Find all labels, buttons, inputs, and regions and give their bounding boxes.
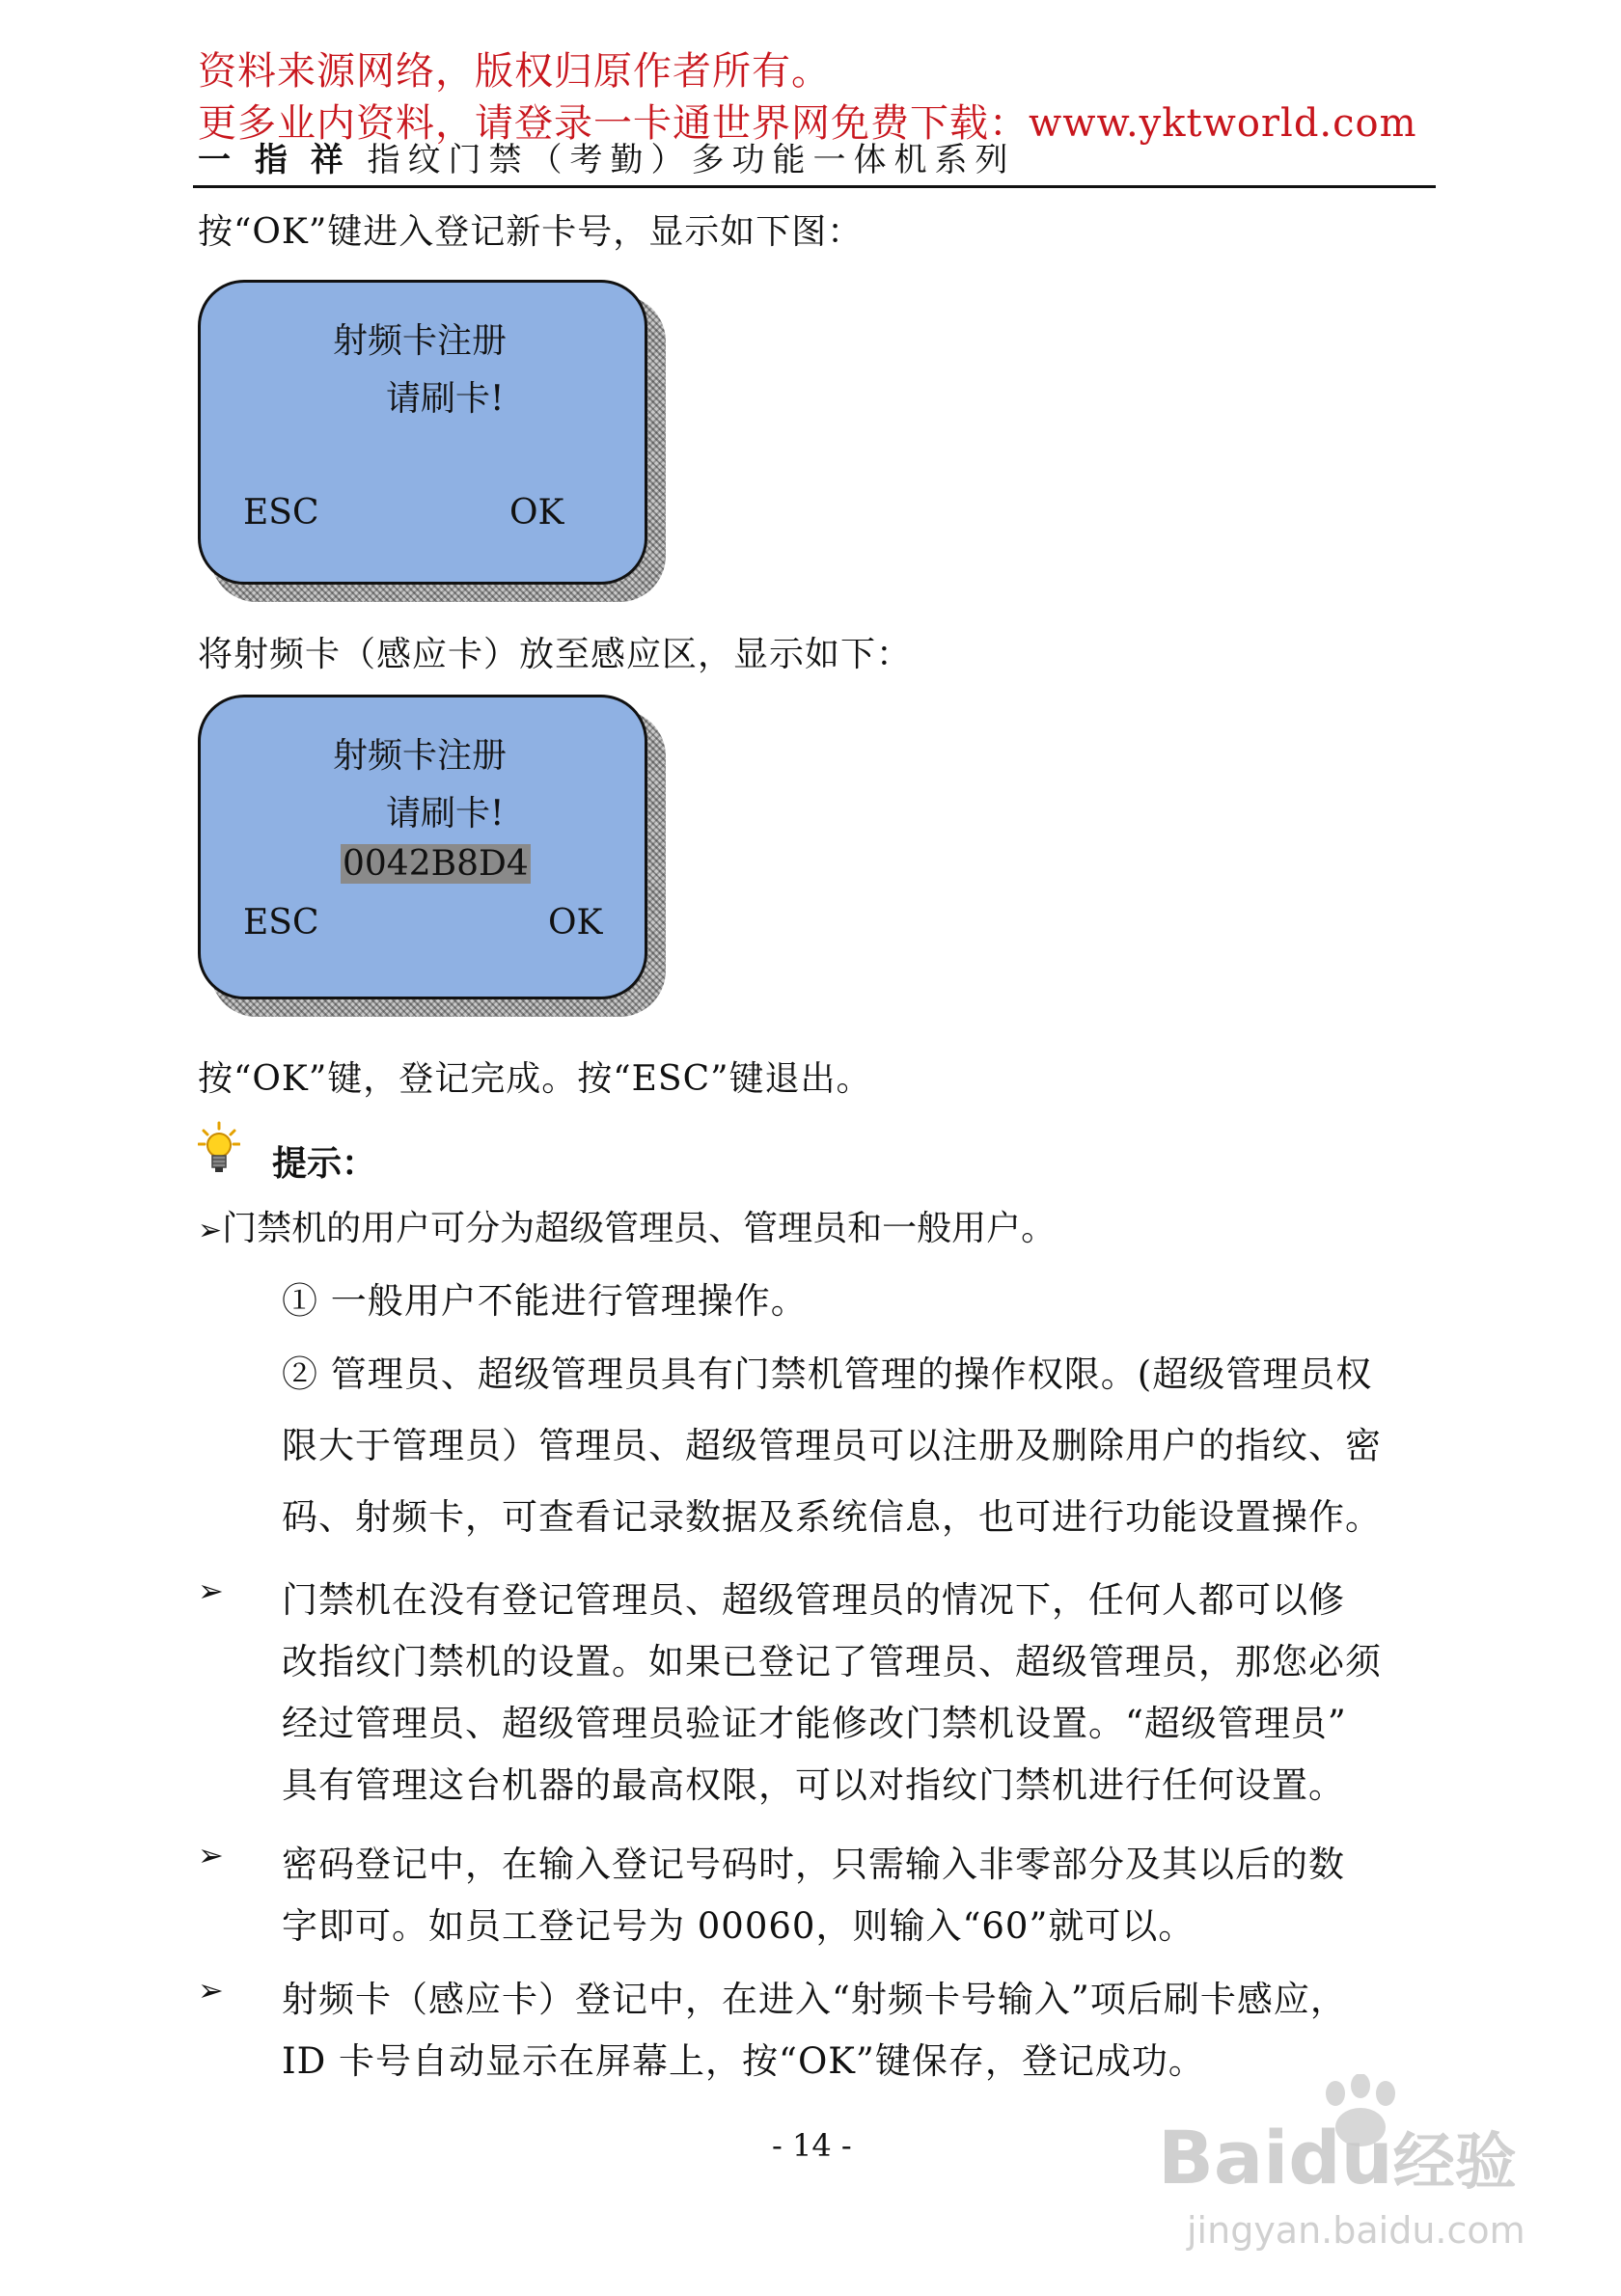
bullet-1-line-1: 门禁机在没有登记管理员、超级管理员的情况下，任何人都可以修: [282, 1579, 1345, 1621]
screen-2-prompt: 请刷卡!: [386, 794, 505, 834]
screen-2-ok: OK: [548, 903, 603, 943]
download-notice: 更多业内资料，请登录一卡通世界网免费下载：www.yktworld.com: [198, 101, 1417, 146]
page-number: - 14 -: [772, 2127, 852, 2164]
instruction-1: 按“OK”键进入登记新卡号，显示如下图：: [198, 212, 864, 252]
brand-name: 指 祥: [254, 141, 349, 179]
source-notice: 资料来源网络，版权归原作者所有。: [198, 49, 831, 94]
series-title: 指纹门禁（考勤）多功能一体机系列: [367, 141, 1016, 179]
arrow-bullet-icon: ➢: [198, 1837, 224, 1873]
instruction-3: 按“OK”键，登记完成。按“ESC”键退出。: [198, 1059, 872, 1099]
lightbulb-icon: [198, 1121, 240, 1177]
screen-1-ok: OK: [509, 493, 564, 533]
bullet-2-line-2: 字即可。如员工登记号为 00060，则输入“60”就可以。: [282, 1905, 1195, 1947]
lcd-screen-1: [198, 280, 647, 585]
screen-1-prompt: 请刷卡!: [386, 379, 505, 419]
tip-item-2: ② 管理员、超级管理员具有门禁机管理的操作权限。(超级管理员权: [282, 1353, 1373, 1395]
screen-1-esc: ESC: [243, 493, 319, 533]
screen-2-card-number: 0042B8D4: [343, 844, 529, 884]
watermark-url: jingyan.baidu.com: [1187, 2209, 1525, 2252]
header-rule: [193, 185, 1436, 188]
bullet-1-line-3: 经过管理员、超级管理员验证才能修改门禁机设置。“超级管理员”: [282, 1703, 1347, 1744]
arrow-bullet-icon: ➢: [198, 1572, 224, 1609]
header-dash: 一: [198, 141, 236, 179]
arrow-bullet-icon: ➢: [198, 1214, 223, 1247]
running-header: [198, 133, 1015, 180]
lcd-screen-2: [198, 695, 647, 999]
tips-intro-text: 门禁机的用户可分为超级管理员、管理员和一般用户。: [222, 1209, 1057, 1248]
tip-item-1: ① 一般用户不能进行管理操作。: [282, 1280, 808, 1322]
screen-1-title: 射频卡注册: [333, 321, 508, 361]
tips-intro: [198, 1201, 1056, 1250]
tip-item-2-cont-2: 码、射频卡，可查看记录数据及系统信息，也可进行功能设置操作。: [282, 1496, 1382, 1538]
bullet-1-line-4: 具有管理这台机器的最高权限，可以对指纹门禁机进行任何设置。: [282, 1764, 1345, 1806]
tip-item-2-cont-1: 限大于管理员）管理员、超级管理员可以注册及删除用户的指纹、密: [282, 1425, 1382, 1466]
screen-2-esc: ESC: [243, 903, 319, 943]
bullet-1-line-2: 改指纹门禁机的设置。如果已登记了管理员、超级管理员，那您必须: [282, 1641, 1382, 1682]
bullet-3-line-1: 射频卡（感应卡）登记中，在进入“射频卡号输入”项后刷卡感应，: [282, 1979, 1347, 2020]
arrow-bullet-icon: ➢: [198, 1972, 224, 2009]
bullet-3-line-2: ID 卡号自动显示在屏幕上，按“OK”键保存，登记成功。: [282, 2040, 1205, 2082]
watermark-product: 经验: [1392, 2127, 1517, 2199]
watermark-brand-2: du: [1288, 2115, 1393, 2200]
watermark-brand: Bai: [1158, 2115, 1289, 2200]
baidu-watermark: [1158, 2113, 1517, 2201]
tips-heading: 提示：: [272, 1144, 377, 1184]
bullet-2-line-1: 密码登记中，在输入登记号码时，只需输入非零部分及其以后的数: [282, 1844, 1345, 1885]
screen-2-title: 射频卡注册: [333, 736, 508, 776]
instruction-2: 将射频卡（感应卡）放至感应区，显示如下：: [198, 635, 913, 674]
